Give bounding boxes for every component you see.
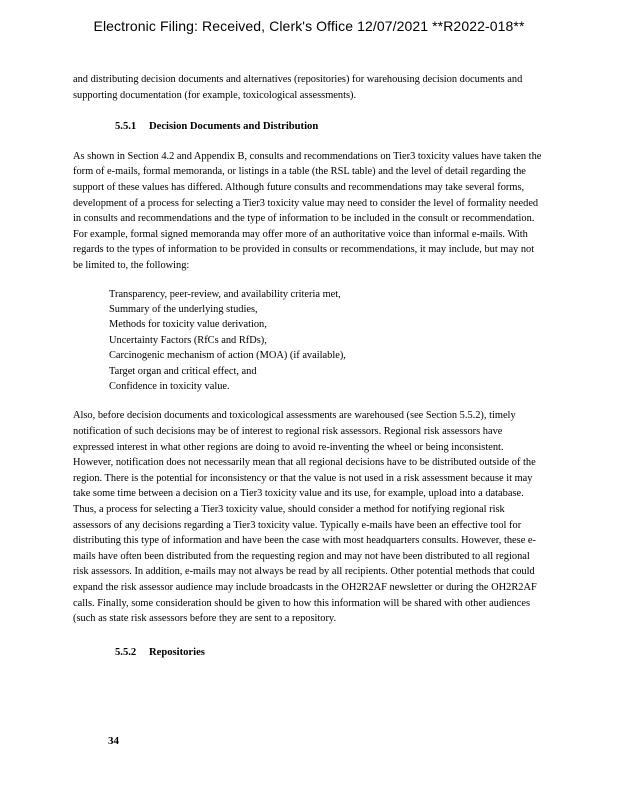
information-list: [109, 287, 545, 395]
page-number: 34: [108, 735, 119, 747]
paragraph-notification: Also, before decision documents and toxicological assessments are warehoused (see Section 5.5.2), timely notification of such decisions may be of interest to regional risk assessors. Regional risk assessors have expressed interest in what other regions are doing to avoid re-inventing the wheel or being inconsistent. However, notification does not necessarily mean that all regional decisions have to be distributed outside of the region. There is the potential for inconsistency or that the value is not used in a risk assessment because it may take some time between a decision on a Tier3 toxicity value and its use, for example, upload into a database. Thus, a process for selecting a Tier3 toxicity value, should consider a method for notifying regional risk assessors of any decisions regarding a Tier3 toxicity value. Typically e-mails have been an effective tool for distributing this type of information and have been the case with most headquarters consults. However, these e-mails have often been distributed from the requesting region and may not have been distributed to all regional risk assessors. In addition, e-mails may not always be read by all recipients. Other potential methods that could expand the risk assessor audience may include broadcasts in the OH2R2AF newsletter or during the OH2R2AF calls. Finally, some consideration should be given to how this information will be shared with other audiences (such as state risk assessors before they are sent to a repository.: [73, 410, 537, 625]
paragraph-consults: As shown in Section 4.2 and Appendix B, consults and recommendations on Tier3 toxicity values have taken the form of e-mails, formal memoranda, or listings in a table (the RSL table) and the level of detail regarding the support of these values has differed. Although future consults and recommendations may take several forms, development of a process for selecting a Tier3 toxicity value may need to consider the level of formality needed in consults and recommendations and the type of information to be included in the consult or recommendation. For example, formal signed memoranda may offer more of an authoritative voice than informal e-mails. With regards to the types of information to be provided in consults or recommendations, it may include, but may not be limited to, the following:: [73, 150, 542, 271]
list-item: Summary of the underlying studies,: [109, 303, 258, 315]
section-heading-5-5-2: [115, 645, 545, 661]
list-item: Target organ and critical effect, and: [109, 365, 257, 377]
filing-header: Electronic Filing: Received, Clerk's Office 12/07/2021 **R2022-018**: [93, 18, 525, 34]
section-title: Decision Documents and Distribution: [149, 121, 319, 133]
intro-paragraph: and distributing decision documents and alternatives (repositories) for warehousing decision documents and supporting documentation (for example, toxicological assessments).: [73, 74, 523, 101]
list-item: Transparency, peer-review, and availability criteria met,: [109, 288, 341, 300]
section-number: 5.5.2: [115, 646, 137, 658]
list-item: Carcinogenic mechanism of action (MOA) (if available),: [109, 350, 346, 362]
section-number: 5.5.1: [115, 121, 137, 133]
section-title: Repositories: [149, 646, 205, 658]
list-item: Confidence in toxicity value.: [109, 380, 230, 392]
list-item: Uncertainty Factors (RfCs and RfDs),: [109, 334, 267, 346]
document-body: [73, 72, 545, 660]
list-item: Methods for toxicity value derivation,: [109, 319, 267, 331]
section-heading-5-5-1: [115, 119, 545, 135]
